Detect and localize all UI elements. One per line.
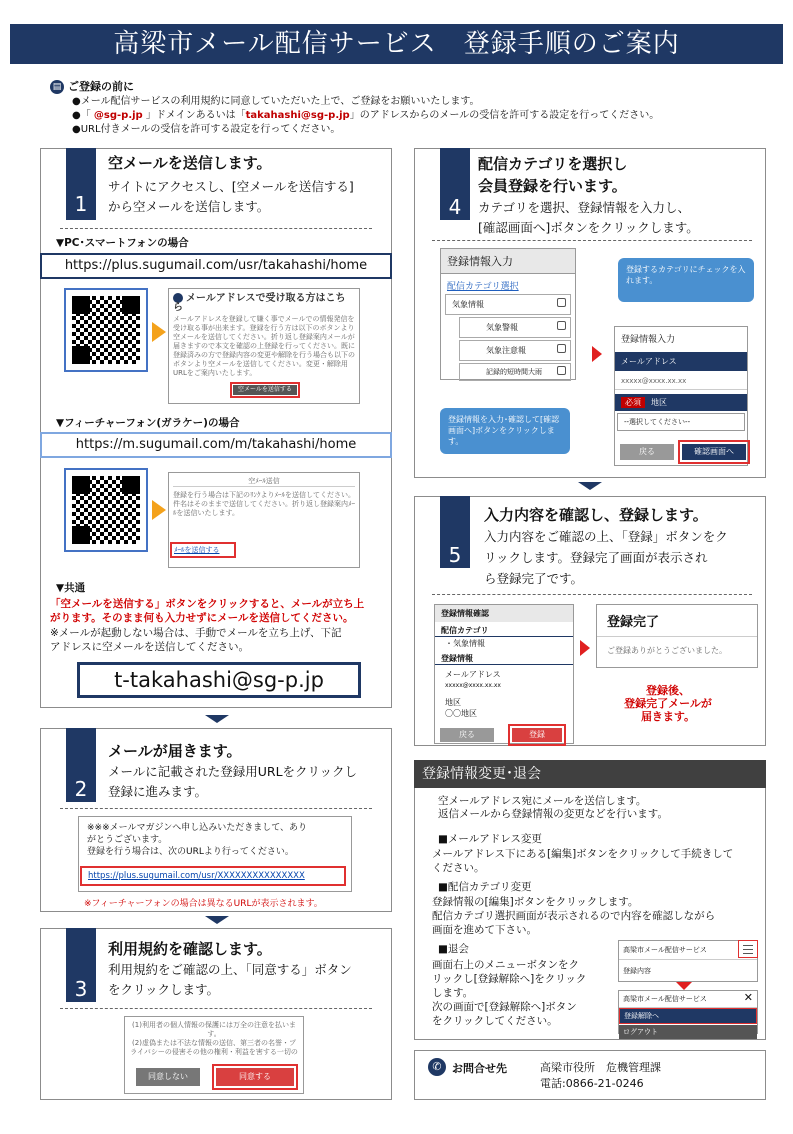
pc-shot-text: メールアドレスを登録して嫌く事でメールでの情報発信を受け取る事が出来ます。登録を行う方は以下のボタンより空メールを送信してください。折り返し登録案内メールが届きますので本文を確認の上登録を行ってください。既に登録済みの方で登録内容の変更や解除を行う場合も以下のボタンより空メールを送信してください。変更・解除用URLをご案内いたします。 — [173, 315, 355, 377]
step4-desc-2: [確認画面へ]ボタンをクリックします。 — [478, 220, 699, 235]
arrow-right-icon — [152, 500, 166, 520]
step4-desc-1: カテゴリを選択、登録情報を入力し、 — [478, 200, 691, 215]
change-intro-2: 返信メールから登録情報の変更などを行います。 — [438, 808, 668, 820]
step4-title-1: 配信カテゴリを選択し — [478, 155, 628, 173]
category-row[interactable]: 気象情報 — [445, 294, 571, 315]
step3-desc-1: 利用規約をご確認の上、「同意する」ボタン — [108, 962, 352, 977]
pre-notes — [50, 80, 750, 137]
category-row[interactable]: 記録的短時間大雨 — [459, 363, 571, 381]
step2-desc-2: 登録に進みます。 — [108, 784, 208, 799]
menu-screen-1 — [618, 940, 758, 982]
menu-screen-2 — [618, 990, 758, 1034]
pc-send-button[interactable]: 空メールを送信する — [233, 385, 297, 395]
qr-code — [72, 476, 140, 544]
category-link[interactable]: 配信カテゴリ選択 — [447, 282, 519, 292]
fp-qr-frame — [64, 468, 148, 552]
change-t1a: メールアドレス下にある[編集]ボタンをクリックして手続きして — [432, 848, 734, 860]
change-t3d: 次の画面で[登録解除へ]ボタン — [432, 1001, 577, 1013]
divider — [60, 228, 372, 229]
change-h1: ■メールアドレス変更 — [438, 833, 542, 845]
fp-url[interactable]: https://m.sugumail.com/m/takahashi/home — [40, 432, 392, 458]
checkbox[interactable] — [557, 366, 566, 375]
common-label: ▼共通 — [56, 582, 86, 594]
pc-url[interactable]: https://plus.sugumail.com/usr/takahashi/home — [40, 253, 392, 279]
terms-line-3: (2)虚偽または不法な情報の送信、第三者の名誉・プ — [132, 1039, 296, 1047]
pre-line-2: ●「 @sg-p.jp 」ドメインあるいは「takahashi@sg-p.jp」のアドレスからのメールの受信を許可する設定を行ってください。 — [72, 110, 660, 121]
arrow-right-icon — [592, 346, 602, 362]
confirm-area: 地区 — [445, 698, 461, 707]
step1-title: 空メールを送信します。 — [108, 154, 272, 172]
fp-label: ▼フィーチャーフォン(ガラケー)の場合 — [56, 417, 240, 429]
change-intro-1: 空メールアドレス宛にメールを送信します。 — [438, 795, 647, 807]
change-t3c: します。 — [432, 987, 474, 999]
required-badge: 必須 — [621, 397, 645, 408]
confirm-button[interactable]: 確認画面へ — [682, 444, 746, 460]
divider — [60, 808, 372, 809]
down-arrow-icon — [205, 916, 229, 924]
change-h3: ■退会 — [438, 943, 469, 955]
mail-line-2: がとうございます。 — [87, 835, 168, 845]
logout-menu-item[interactable]: ログアウト — [619, 1025, 757, 1039]
step1-desc-2: から空メールを送信します。 — [108, 199, 270, 214]
done-title: 登録完了 — [597, 605, 757, 637]
checkbox[interactable] — [557, 344, 566, 353]
change-t3e: をクリックしてください。 — [432, 1015, 558, 1027]
confirm-cat-value: ・気象情報 — [445, 639, 485, 648]
pre-line-3: ●URL付きメールの受信を許可する設定を行ってください。 — [72, 124, 341, 135]
callout-confirm: 登録情報を入力･確認して[確認画面へ]ボタンをクリックします。 — [440, 408, 570, 454]
change-t3b: リックし[登録解除へ]をクリック — [432, 973, 587, 985]
step2-title: メールが届きます。 — [108, 742, 242, 760]
back-button[interactable]: 戻る — [620, 444, 674, 460]
unsubscribe-menu-item[interactable]: 登録解除へ — [619, 1008, 757, 1024]
confirm-area-value: 〇〇地区 — [445, 709, 477, 718]
fp-send-link[interactable]: ﾒｰﾙを送信する — [174, 546, 220, 554]
confirm-cat: 配信カテゴリ — [435, 622, 573, 637]
arrow-right-icon — [152, 322, 166, 342]
pre-title: ご登録の前に — [68, 80, 134, 93]
step5-desc-2: リックします。登録完了画面が表示され — [484, 550, 708, 565]
contact-label: お問合せ先 — [452, 1062, 507, 1075]
pc-label: ▼PC･スマートフォンの場合 — [56, 237, 189, 249]
form2-title: 登録情報入力 — [621, 335, 676, 345]
step5-desc-1: 入力内容をご確認の上、「登録」ボタンをク — [484, 529, 728, 544]
confirm-title: 登録情報確認 — [435, 605, 573, 622]
down-arrow-icon — [676, 982, 692, 990]
step4-title-2: 会員登録を行います。 — [478, 177, 627, 195]
arrow-right-icon — [580, 640, 590, 656]
down-arrow-icon — [205, 715, 229, 723]
divider — [60, 1008, 372, 1009]
agree-button[interactable]: 同意する — [216, 1068, 294, 1086]
divider — [432, 594, 752, 595]
step5-desc-3: ら登録完了です。 — [484, 571, 584, 586]
disagree-button[interactable]: 同意しない — [136, 1068, 200, 1086]
step1-number: 1 — [66, 148, 96, 220]
menu-item[interactable]: 登録内容 — [623, 967, 651, 975]
phone-icon: ✆ — [428, 1058, 446, 1076]
terms-line-2: す。 — [207, 1030, 221, 1038]
change-t2a: 登録情報の[編集]ボタンをクリックします。 — [432, 896, 639, 908]
close-icon[interactable]: ✕ — [743, 991, 753, 1004]
category-form — [440, 248, 576, 380]
category-row[interactable]: 気象警報 — [459, 317, 571, 338]
step1-desc-1: サイトにアクセスし、[空メールを送信する] — [108, 179, 354, 194]
after-note-3: 届きます。 — [640, 710, 696, 723]
category-row[interactable]: 気象注意報 — [459, 340, 571, 361]
done-screen — [596, 604, 758, 668]
mail-input[interactable]: xxxxx@xxxx.xx.xx — [615, 373, 747, 390]
email-address: t-takahashi@sg-p.jp — [77, 662, 361, 698]
confirm-screen — [434, 604, 574, 744]
divider — [432, 240, 752, 241]
change-t1b: ください。 — [432, 862, 485, 874]
callout-category: 登録するカテゴリにチェックを入れます。 — [618, 258, 754, 302]
pre-line-1: ●メール配信サービスの利用規約に同意していただいた上で、ご登録をお願いいたします。 — [72, 96, 480, 107]
terms-line-1: (1)利用者の個人情報の保護には万全の注意を払いま — [132, 1021, 296, 1029]
change-h2: ■配信カテゴリ変更 — [438, 881, 532, 893]
register-button[interactable]: 登録 — [512, 728, 562, 742]
terms-line-4: ライバシーの侵害その他の権利・利益を害する一切の — [130, 1048, 298, 1056]
confirm-info: 登録情報 — [435, 650, 573, 665]
change-title: 登録情報変更･退会 — [414, 760, 766, 788]
pc-qr-frame — [64, 288, 148, 372]
step3-desc-2: をクリックします。 — [108, 982, 220, 997]
step5-number: 5 — [440, 496, 470, 568]
step2-desc-1: メールに記載された登録用URLをクリックし — [108, 764, 358, 779]
confirm-back-button[interactable]: 戻る — [440, 728, 494, 742]
menu-header: 高梁市メール配信サービス — [619, 941, 757, 960]
checkbox[interactable] — [557, 321, 566, 330]
confirm-mail-value: xxxxx@xxxx.xx.xx — [445, 682, 501, 689]
down-arrow-icon — [578, 482, 602, 490]
form-title: 登録情報入力 — [441, 249, 575, 274]
after-note-2: 登録完了メールが — [624, 697, 712, 710]
contact-org: 高梁市役所 危機管理課 — [540, 1061, 661, 1074]
menu2-header: 高梁市メール配信サービス ✕ — [619, 991, 757, 1008]
pc-shot-title: メールアドレスで受け取る方はこちら — [173, 293, 346, 313]
fp-shot-text: 登録を行う場合は下記のﾘﾝｸよりﾒｰﾙを送信してください。件名はそのままで送信してください。折り返し登録案内ﾒｰﾙを送信いたします。 — [173, 491, 355, 517]
confirm-mail: メールアドレス — [445, 670, 501, 679]
area-select[interactable]: --選択してください-- — [617, 413, 745, 431]
common-note-2: アドレスに空メールを送信してください。 — [50, 641, 249, 653]
after-note-1: 登録後、 — [646, 684, 690, 697]
hamburger-menu-icon[interactable] — [738, 940, 758, 958]
contact-tel: 電話:0866-21-0246 — [540, 1077, 644, 1090]
step3-title: 利用規約を確認します。 — [108, 940, 272, 958]
after-note — [608, 684, 728, 723]
step3-number: 3 — [66, 928, 96, 1002]
change-t3a: 画面右上のメニューボタンをク — [432, 959, 579, 971]
mail-url-link[interactable]: https://plus.sugumail.com/usr/XXXXXXXXXXXXXXX — [88, 871, 305, 881]
step2-number: 2 — [66, 728, 96, 802]
step5-title: 入力内容を確認し、登録します。 — [484, 506, 708, 524]
qr-code — [72, 296, 140, 364]
step2-note: ※フィーチャーフォンの場合は異なるURLが表示されます。 — [84, 899, 323, 909]
change-t2b: 配信カテゴリ選択画面が表示されるので内容を確認しながら — [432, 910, 716, 922]
mail-line-1: ※※※メールマガジンへ申し込みいただきまして、あり — [87, 823, 308, 833]
common-red-1: 「空メールを送信する」ボタンをクリックすると、メールが立ち上 — [50, 598, 365, 610]
area-label: 必須 地区 — [615, 394, 747, 411]
change-t2c: 画面を進めて下さい。 — [432, 924, 537, 936]
checkbox[interactable] — [557, 298, 566, 307]
step4-number: 4 — [440, 148, 470, 220]
fp-shot-title: 空ﾒｰﾙ送信 — [173, 477, 355, 487]
mail-line-3: 登録を行う場合は、次のURLより行ってください。 — [87, 847, 294, 857]
common-red-2: がります。そのまま何も入力せずにメールを送信してください。 — [50, 612, 354, 624]
common-note-1: ※メールが起動しない場合は、手動でメールを立ち上げ、下記 — [50, 627, 342, 639]
done-text: ご登録ありがとうございました。 — [607, 646, 727, 655]
page-title: 高梁市メール配信サービス 登録手順のご案内 — [10, 24, 783, 64]
document-icon: ▤ — [50, 80, 64, 94]
mail-label: メールアドレス — [615, 352, 747, 371]
